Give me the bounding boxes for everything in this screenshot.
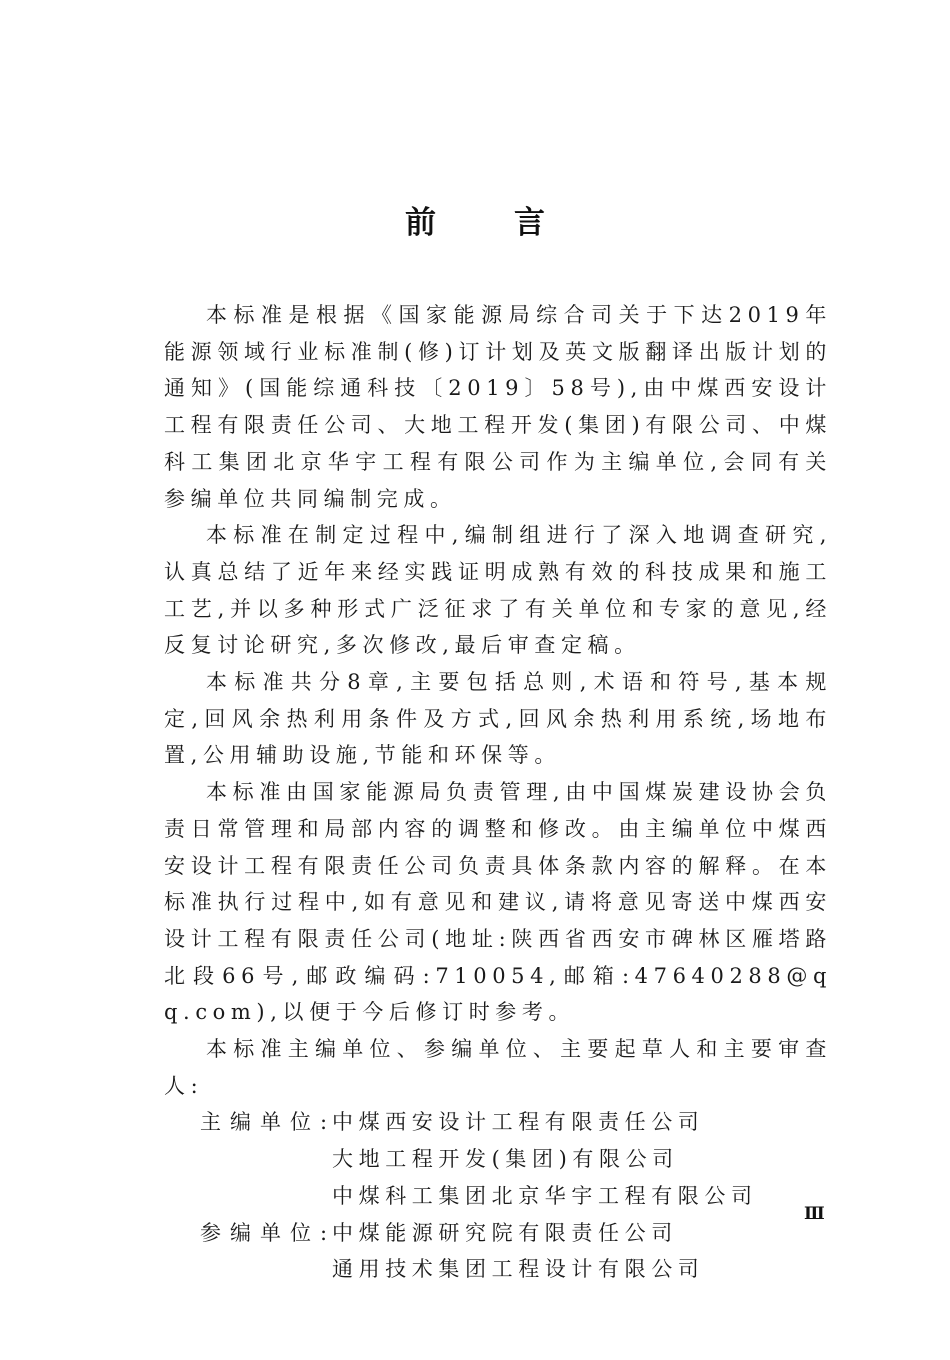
chief-unit-row-2: [164, 1141, 832, 1178]
chief-unit-name: 中煤西安设计工程有限责任公司: [332, 1110, 705, 1135]
chief-unit-row-3: [164, 1178, 832, 1215]
paragraph-management: 本标准由国家能源局负责管理,由中国煤炭建设协会负责日常管理和局部内容的调整和修改。由主编单位中煤西安设计工程有限责任公司负责具体条款内容的解释。在本标准执行过程中,如有意见和建议,请将意见寄送中煤西安设计工程有限责任公司(地址:陕西省西安市碑林区雁塔路北段66号,邮政编码:710054,邮箱:47640288@qq.com),以便于今后修订时参考。: [164, 780, 832, 1025]
paragraph-process: 本标准在制定过程中,编制组进行了深入地调查研究,认真总结了近年来经实践证明成熟有效的科技成果和施工工艺,并以多种形式广泛征求了有关单位和专家的意见,经反复讨论研究,多次修改,最后审查定稿。: [164, 523, 832, 658]
paragraph-units-intro: 本标准主编单位、参编单位、主要起草人和主要审查人:: [164, 1037, 832, 1098]
chief-units-label: 主编单位:: [200, 1110, 337, 1135]
participating-unit-row-1: [164, 1215, 832, 1252]
chief-unit-row-1: [164, 1104, 832, 1141]
foreword-body: [164, 297, 832, 1288]
participating-units-label: 参编单位:: [200, 1220, 337, 1245]
page-number: Ⅲ: [804, 1204, 825, 1224]
participating-unit-row-2: [164, 1251, 832, 1288]
participating-unit-name: 中煤能源研究院有限责任公司: [332, 1220, 678, 1245]
title-char-2: 言: [514, 204, 545, 241]
chief-unit-name: 中煤科工集团北京华宇工程有限公司: [332, 1183, 758, 1208]
chief-unit-name: 大地工程开发(集团)有限公司: [332, 1147, 679, 1172]
paragraph-chapters: 本标准共分8章,主要包括总则,术语和符号,基本规定,回风余热利用条件及方式,回风余热利用系统,场地布置,公用辅助设施,节能和环保等。: [164, 670, 832, 768]
participating-unit-name: 通用技术集团工程设计有限公司: [332, 1257, 705, 1282]
page-title: [0, 201, 950, 245]
paragraph-basis: 本标准是根据《国家能源局综合司关于下达2019年能源领域行业标准制(修)订计划及英文版翻译出版计划的通知》(国能综通科技〔2019〕58号),由中煤西安设计工程有限责任公司、大地工程开发(集团)有限公司、中煤科工集团北京华宇工程有限公司作为主编单位,会同有关参编单位共同编制完成。: [164, 303, 832, 511]
title-char-1: 前: [405, 204, 436, 241]
